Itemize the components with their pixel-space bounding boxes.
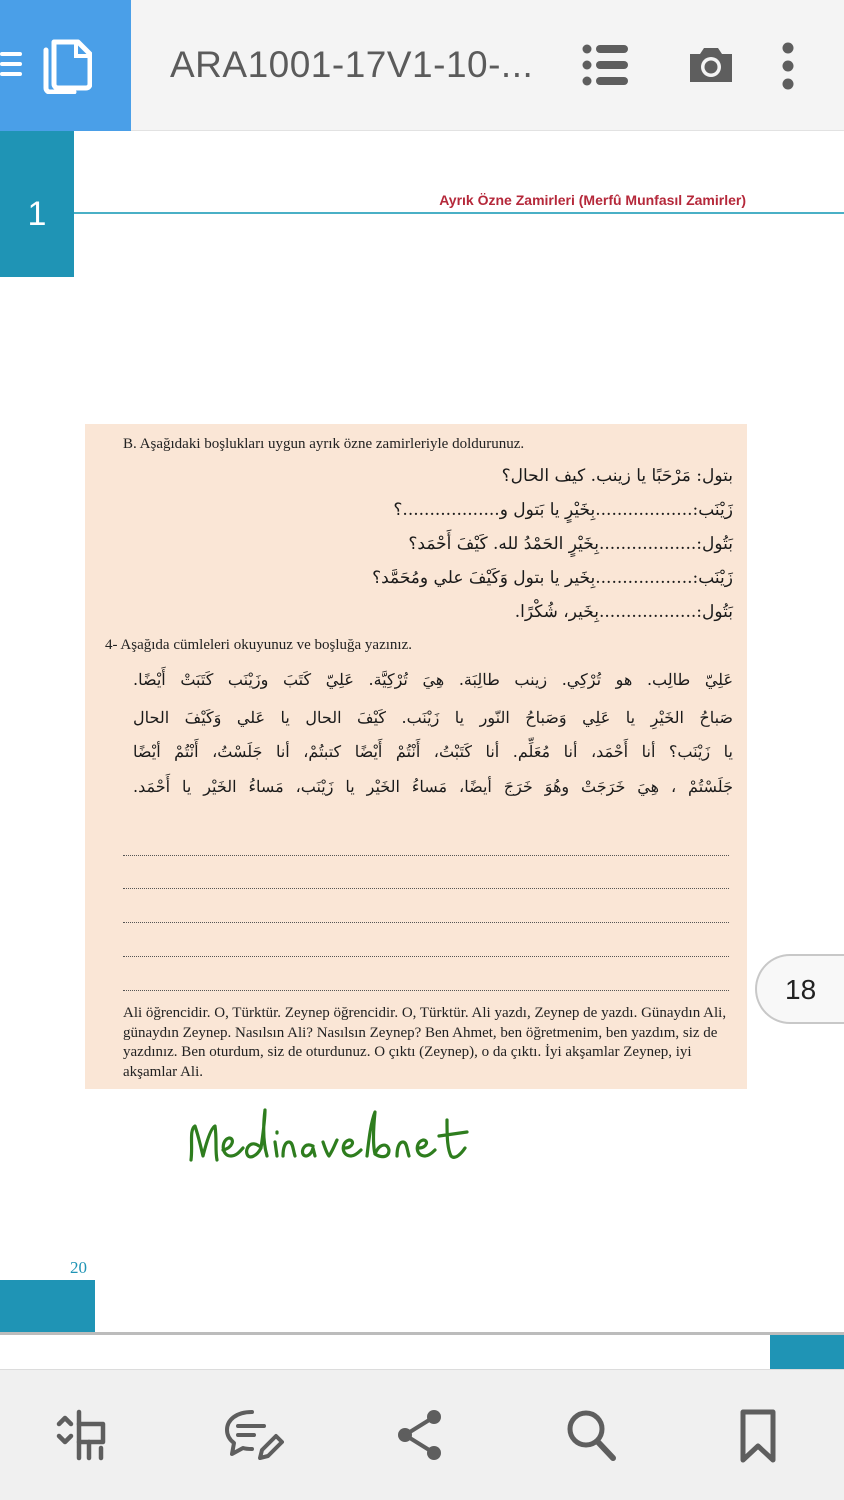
translation-answer: Ali öğrencidir. O, Türktür. Zeynep öğrencidir. O, Türktür. Ali yazdı, Zeynep de yazdı. Günaydın Ali, günaydın Zeynep. Nasılsın Ali? Nasılsın Zeynep? Ben Ahmet, ben öğretmenim, ben yazdım, siz de yazdınız. Ben oturdum, siz de oturdunuz. O çıktı (Zeynep), o da çıktı. İyi akşamlar Zeynep, iyi akşamlar Ali. bbox=[123, 1005, 727, 1080]
document-title: ARA1001-17V1-10-... bbox=[170, 44, 534, 85]
list-icon[interactable] bbox=[582, 40, 630, 90]
page-indicator-badge[interactable]: 18 bbox=[755, 954, 844, 1024]
dialogue-line: زَيْنَب:..................بِخَير يا بتول وَكَيْفَ علي ومُحَمَّد؟ bbox=[372, 568, 733, 588]
exercise-panel bbox=[85, 424, 747, 1089]
answer-dotted-line bbox=[123, 888, 729, 889]
bottom-toolbar bbox=[0, 1369, 844, 1500]
footer-accent-block bbox=[0, 1280, 95, 1332]
unit-tab: 1 bbox=[0, 131, 74, 277]
reading-line: جَلَسْتُمْ ، هِيَ خَرَجَتْ وهُوَ خَرَجَ أيضًا، مَساءُ الخَيْر يا زَيْنَب، مَساءُ الخَيْر يا أَحْمَد. bbox=[133, 777, 733, 796]
header-divider bbox=[74, 212, 844, 214]
page-number: 20 bbox=[70, 1258, 87, 1277]
answer-dotted-line bbox=[123, 922, 729, 923]
top-app-bar bbox=[0, 0, 844, 131]
comment-edit-icon[interactable] bbox=[224, 1408, 284, 1464]
dialogue-line: بَتُول:..................بِخَير، شُكْرًا. bbox=[514, 602, 733, 622]
page-header: Ayrık Özne Zamirleri (Merfû Munfasıl Zamirler) bbox=[439, 192, 746, 208]
share-icon[interactable] bbox=[396, 1408, 444, 1462]
camera-icon[interactable] bbox=[688, 40, 734, 88]
answer-dotted-line bbox=[123, 956, 729, 957]
handwritten-watermark bbox=[185, 1090, 495, 1170]
more-vert-icon[interactable] bbox=[778, 42, 798, 90]
bookmark-icon[interactable] bbox=[738, 1408, 778, 1464]
menu-icon[interactable] bbox=[0, 52, 22, 76]
answer-dotted-line bbox=[123, 990, 729, 991]
page-bottom-edge bbox=[0, 1332, 844, 1335]
answer-dotted-line bbox=[123, 855, 729, 856]
split-view-icon[interactable] bbox=[55, 1408, 109, 1462]
dialogue-line: زَيْنَب:..................بِخَيْرٍ يا بَتول و..................؟ bbox=[393, 500, 733, 520]
search-icon[interactable] bbox=[565, 1408, 617, 1462]
dialogue-line: بتول: مَرْحَبًا يا زينب. كيف الحال؟ bbox=[501, 466, 733, 486]
exercise-4-instruction: 4- Aşağıda cümleleri okuyunuz ve boşluğa yazınız. bbox=[105, 637, 412, 653]
reading-line: يا زَيْنَب؟ أنا أَحْمَد، أنا مُعَلِّم. أنا كَتَبْتُ، أَنْتُمْ أَيْضًا كتبتُمْ، أنا جَلَسْتُ، أَنْتُمْ أيْضًا bbox=[133, 742, 733, 761]
reading-line: صَباحُ الخَيْرِ يا عَلِي وَصَباحُ النّور يا زَيْنَب. كَيْفَ الحال يا عَلي وَكَيْفَ الحال bbox=[133, 708, 733, 727]
footer-corner-accent bbox=[770, 1335, 844, 1369]
document-icon bbox=[40, 36, 92, 94]
document-switcher-button[interactable] bbox=[0, 0, 131, 131]
reading-line: عَلِيّ طالِب. هو تُرْكِي. زينب طالِبَة. هِيَ تُرْكِيَّة. عَلِيّ كَتَبَ وزَيْنَب كَتَبَتْ أَيْضًا. bbox=[133, 670, 733, 689]
exercise-b-instruction: B. Aşağıdaki boşlukları uygun ayrık özne zamirleriyle doldurunuz. bbox=[123, 436, 525, 452]
dialogue-line: بَتُول:..................بِخَيْرٍ الحَمْدُ لله. كَيْفَ أَحْمَد؟ bbox=[408, 534, 733, 554]
